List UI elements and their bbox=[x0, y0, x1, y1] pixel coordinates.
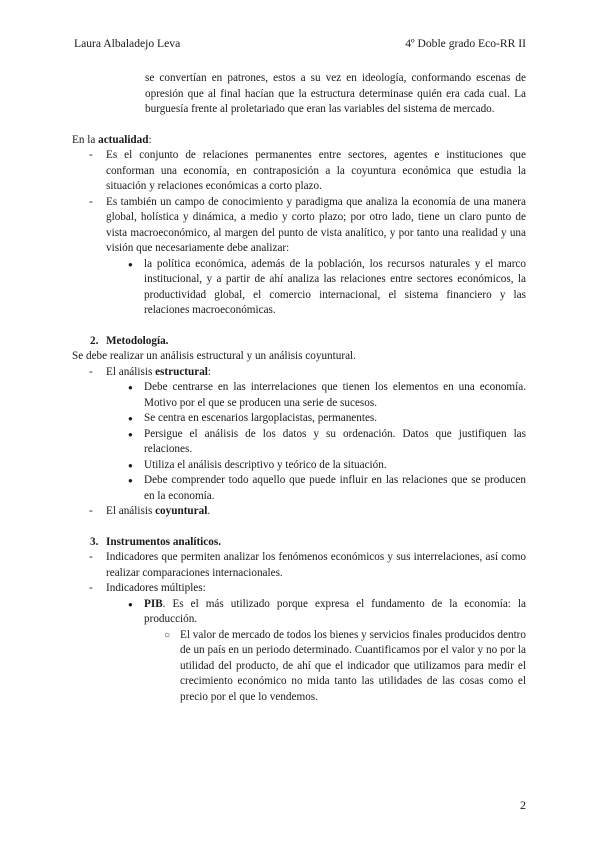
section-title: Metodología. bbox=[106, 334, 169, 347]
list-item bbox=[72, 411, 526, 427]
dash-marker: - bbox=[89, 365, 93, 378]
coyuntural-bold: coyuntural bbox=[155, 505, 208, 517]
spacer bbox=[72, 319, 526, 334]
dash-marker: - bbox=[89, 505, 93, 517]
list-item bbox=[72, 473, 526, 504]
list-item-text: Persigue el análisis de los datos y su ordenación. Datos que justifiquen las relaciones. bbox=[144, 427, 526, 455]
list-item-text: Es también un campo de conocimiento y paradigma que analiza la economía de una manera global, holística y dinámica, a medio y corto plazo; por otro lado, tiene un claro punto de vista macroeconómico, al margen del punto de vista analítico, y por tanto una realidad y una visión que necesariamente debe analizar: bbox=[106, 195, 526, 254]
dash-marker: - bbox=[89, 195, 93, 208]
bullet-icon: ● bbox=[128, 383, 133, 392]
section-number: 3. bbox=[90, 535, 99, 548]
bullet-icon: ● bbox=[128, 429, 133, 439]
list-item-text: la política económica, además de la población, los recursos naturales y el marco institucional, y a partir de ahí analiza las relaciones entre sectores económicos, la productividad global, el comercio internacional, el sistema financiero y las relaciones macroeconómicas. bbox=[144, 257, 526, 316]
header-author: Laura Albaladejo Leva bbox=[74, 37, 181, 50]
metodologia-intro: Se debe realizar un análisis estructural y un análisis coyuntural. bbox=[72, 350, 356, 362]
dash-marker: - bbox=[89, 582, 93, 594]
intro-continuation: se convertían en patrones, estos a su vez en ideología, conformando escenas de opresión que al final hacían que la estructura determinase quién era cada cual. La burguesía frente al proletariado que eran las variables del sistema de mercado. bbox=[145, 72, 526, 115]
list-item bbox=[72, 597, 526, 628]
list-item bbox=[72, 581, 526, 597]
coyuntural-suffix: . bbox=[207, 505, 211, 517]
section-title: Instrumentos analíticos. bbox=[106, 535, 221, 548]
list-item-text: Debe centrarse en las interrelaciones que tienen los elementos en una economía. Motivo por el que se producen una serie de sucesos. bbox=[144, 381, 526, 409]
list-item-text: El valor de mercado de todos los bienes y servicios finales producidos dentro de un país en un periodo determinado. Cuantificamos por el valor y no por la utilidad del producto, de ahí que el indicador que utilizamos para medir el crecimiento económico no mida tanto las utilidades de las cosas como el precio por el que lo vendemos. bbox=[180, 628, 526, 703]
estructural-bold: estructural bbox=[155, 365, 208, 378]
page-number: 2 bbox=[520, 798, 526, 812]
dash-marker: - bbox=[89, 149, 93, 161]
list-item bbox=[72, 550, 526, 581]
bullet-icon: ● bbox=[128, 460, 133, 470]
document-body bbox=[72, 71, 526, 705]
actualidad-suffix: : bbox=[148, 133, 152, 146]
list-item bbox=[72, 504, 526, 520]
list-item bbox=[72, 380, 526, 411]
list-item-text: Indicadores múltiples: bbox=[106, 582, 206, 594]
bullet-icon: ● bbox=[128, 414, 133, 423]
bullet-icon: ● bbox=[128, 259, 133, 269]
list-item bbox=[72, 257, 526, 319]
spacer bbox=[72, 520, 526, 535]
list-item bbox=[72, 628, 526, 706]
section-number: 2. bbox=[90, 334, 99, 347]
actualidad-heading bbox=[72, 133, 526, 149]
list-item bbox=[72, 148, 526, 195]
list-item bbox=[72, 195, 526, 257]
list-item bbox=[72, 458, 526, 474]
actualidad-bold: actualidad bbox=[98, 133, 149, 146]
list-item-text: Utiliza el análisis descriptivo y teórico de la situación. bbox=[144, 458, 387, 471]
dash-marker: - bbox=[89, 551, 93, 563]
estructural-suffix: : bbox=[207, 365, 212, 378]
actualidad-prefix: En la bbox=[72, 133, 99, 146]
list-item-text: Debe comprender todo aquello que puede influir en las relaciones que se producen en la economía. bbox=[144, 474, 526, 502]
list-item-text: Es el conjunto de relaciones permanentes entre sectores, agentes e instituciones que conforman una economía, en contraposición a la coyuntura económica que estudia la situación y relaciones económicas a corto plazo. bbox=[106, 149, 526, 192]
pib-text: . Es el más utilizado porque expresa el fundamento de la economía: la producción. bbox=[144, 597, 526, 625]
list-item-text: Indicadores que permiten analizar los fenómenos económicos y sus interrelaciones, así como realizar comparaciones internacionales. bbox=[106, 551, 526, 579]
section-heading-metodologia bbox=[72, 334, 526, 350]
list-item bbox=[72, 427, 526, 458]
bullet-icon: ● bbox=[128, 476, 133, 485]
pib-bold: PIB bbox=[144, 597, 163, 610]
header-course: 4º Doble grado Eco-RR II bbox=[405, 37, 526, 50]
spacer bbox=[72, 118, 526, 133]
bullet-icon: ● bbox=[128, 599, 133, 609]
estructural-prefix: El análisis bbox=[106, 365, 156, 378]
coyuntural-prefix: El análisis bbox=[106, 505, 156, 517]
section-heading-instrumentos bbox=[72, 535, 526, 551]
circle-bullet-icon: ○ bbox=[164, 629, 171, 641]
list-item bbox=[72, 365, 526, 381]
list-item-text: Se centra en escenarios largoplacistas, permanentes. bbox=[144, 412, 378, 424]
